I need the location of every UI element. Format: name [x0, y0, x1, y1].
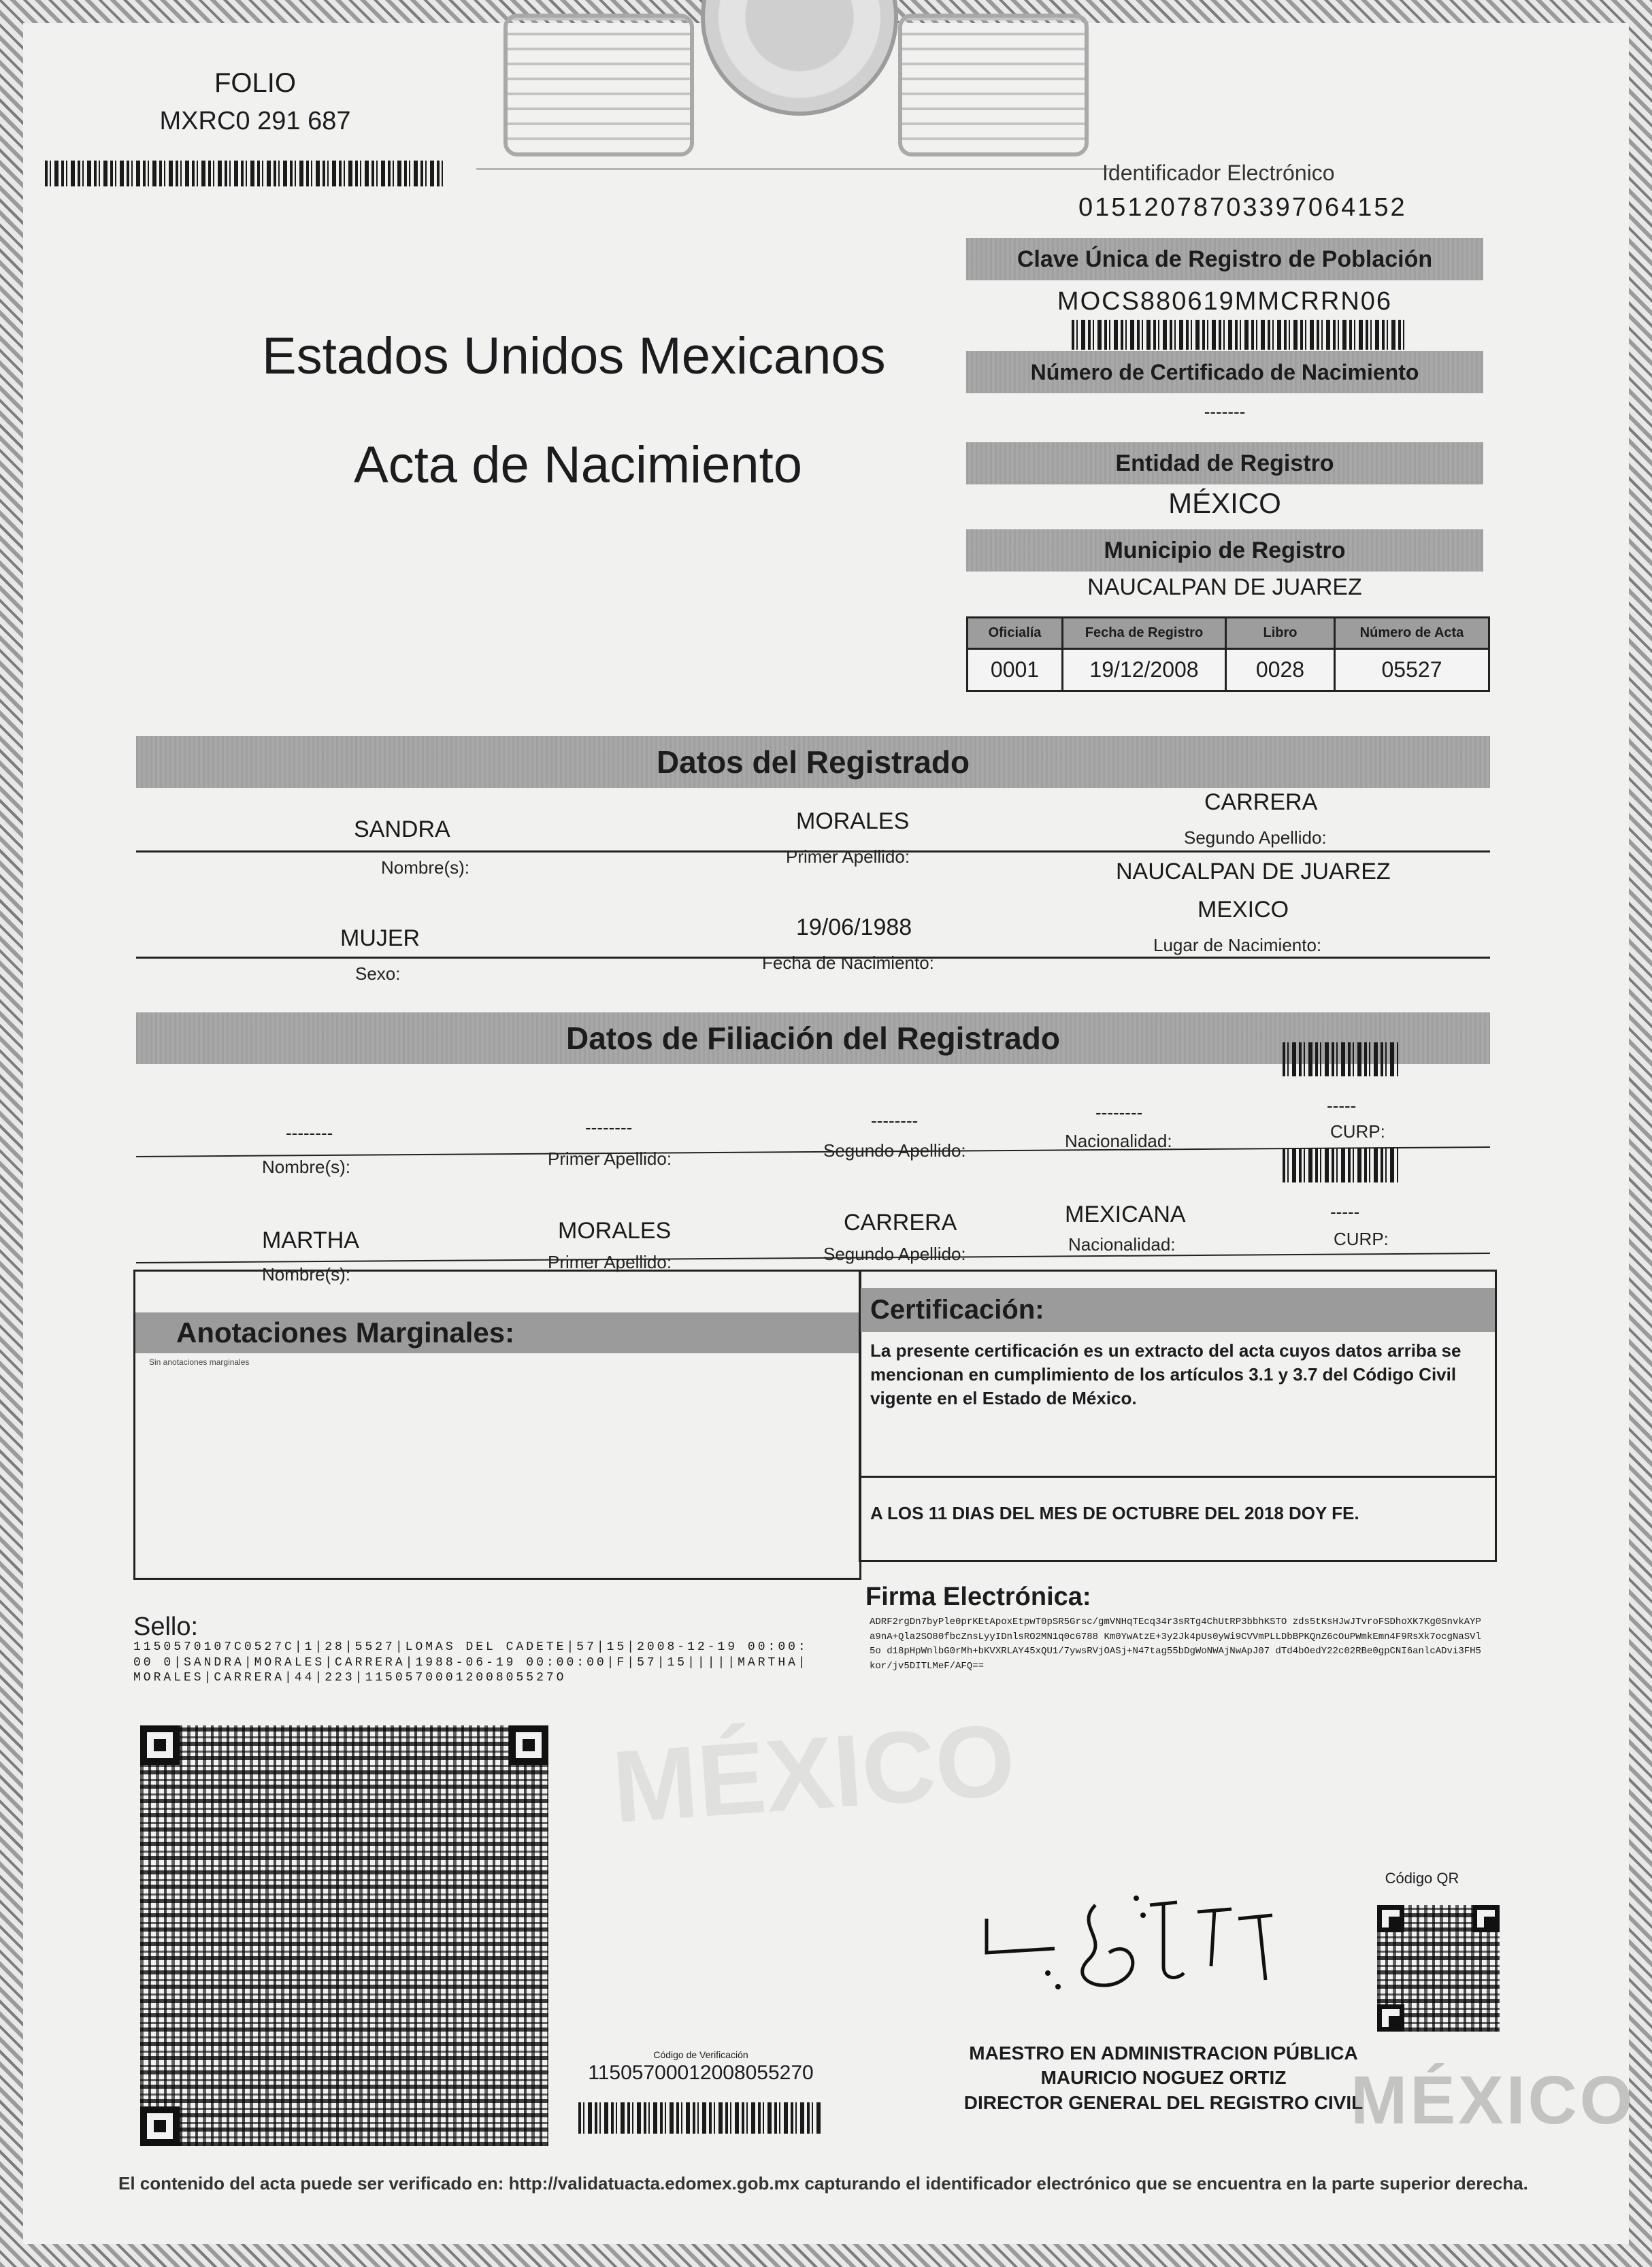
signatory-position: DIRECTOR GENERAL DEL REGISTRO CIVIL	[963, 2091, 1364, 2113]
birth-certificate-header: Número de Certificado de Nacimiento	[966, 351, 1483, 393]
verification-code-barcode	[578, 2102, 823, 2134]
registrant-sex: MUJER	[340, 925, 420, 951]
parent2-second-surname: CARRERA	[844, 1210, 957, 1236]
verification-code-label: Código de Verificación	[653, 2049, 748, 2060]
birth-place-line1: NAUCALPAN DE JUAREZ	[1116, 859, 1391, 884]
registrant-first-surname: MORALES	[796, 808, 910, 834]
seal-text: 1150570107C0527C|1|28|5527|LOMAS DEL CADETE|57|15|2008-12-19 00:00:00 0|SANDRA|MORALES|CARRERA|1988-06-19 00:00:00|F|57|15|||||MARTHA|MORALES|CARRERA|44|223|1150570001200805527O	[133, 1640, 808, 1685]
signatory-name: MAURICIO NOGUEZ ORTIZ	[1040, 2067, 1287, 2089]
registrant-section-header: Datos del Registrado	[136, 736, 1490, 788]
registry-office-value: 0001	[968, 649, 1063, 691]
registry-table	[966, 616, 1490, 692]
registry-book-value: 0028	[1226, 649, 1335, 691]
verification-footer: El contenido del acta puede ser verificado en: http://validatuacta.edomex.gob.mx capturando el identificador electrónico que se encuentra en la parte superior derecha.	[118, 2173, 1528, 2194]
parent2-name: MARTHA	[262, 1227, 359, 1253]
document-title: Acta de Nacimiento	[354, 436, 802, 494]
parent1-first-surname-label: Primer Apellido:	[548, 1148, 672, 1169]
parent2-second-surname-label: Segundo Apellido:	[823, 1244, 966, 1264]
annotations-title: Anotaciones Marginales:	[135, 1312, 859, 1353]
curp-header: Clave Única de Registro de Población	[966, 238, 1483, 280]
watermark-mexico-center: MÉXICO	[608, 1702, 1019, 1844]
parent1-name: --------	[286, 1123, 333, 1143]
birth-place-line2: MEXICO	[1197, 897, 1289, 923]
registrant-first-name: SANDRA	[354, 816, 450, 842]
national-seal-emblem	[476, 0, 1116, 170]
municipality-value: NAUCALPAN DE JUAREZ	[1087, 574, 1362, 600]
parent1-first-surname: --------	[585, 1117, 633, 1138]
entity-value: MÉXICO	[1168, 487, 1281, 519]
curp-barcode	[1072, 320, 1405, 350]
greca-ornament-right	[898, 14, 1089, 156]
parent1-second-surname-label: Segundo Apellido:	[823, 1140, 966, 1161]
registry-header-act-number: Número de Acta	[1335, 618, 1489, 649]
registry-header-book: Libro	[1226, 618, 1335, 649]
municipality-header: Municipio de Registro	[966, 529, 1483, 572]
registrant-second-surname: CARRERA	[1204, 789, 1318, 815]
certification-text: La presente certificación es un extracto del acta cuyos datos arriba se mencionan en cumplimiento de los artículos 3.1 y 3.7 del Código Civil vigente en el Estado de México.	[870, 1340, 1461, 1409]
signatory-title: MAESTRO EN ADMINISTRACION PÚBLICA	[969, 2042, 1358, 2064]
registry-header-office: Oficialía	[968, 618, 1063, 649]
birth-certificate-value: -------	[1204, 401, 1246, 422]
parent2-nationality-label: Nacionalidad:	[1068, 1234, 1176, 1255]
entity-header: Entidad de Registro	[966, 442, 1483, 484]
parent2-curp-label: CURP:	[1334, 1229, 1389, 1249]
parent1-nationality: --------	[1095, 1102, 1143, 1123]
birth-date-label: Fecha de Nacimiento:	[762, 953, 934, 973]
parent1-curp: -----	[1327, 1095, 1357, 1116]
certification-title: Certificación:	[861, 1288, 1495, 1332]
electronic-signature-label: Firma Electrónica:	[865, 1583, 1091, 1611]
certification-date-line: A LOS 11 DIAS DEL MES DE OCTUBRE DEL 2018 DOY FE.	[870, 1503, 1359, 1523]
folio-barcode	[45, 161, 445, 186]
parent1-curp-label: CURP:	[1330, 1121, 1385, 1142]
seal-label: Sello:	[133, 1612, 199, 1641]
annotations-content: Sin anotaciones marginales	[149, 1357, 250, 1367]
second-surname-label: Segundo Apellido:	[1184, 827, 1327, 848]
verification-qr-small	[1377, 1905, 1500, 2032]
annotations-panel	[133, 1270, 861, 1580]
parent1-name-label: Nombre(s):	[262, 1157, 351, 1177]
parent2-name-label: Nombre(s):	[262, 1264, 351, 1285]
electronic-id-value: 01512078703397064152	[1078, 193, 1407, 222]
parent1-nationality-label: Nacionalidad:	[1065, 1131, 1172, 1151]
handwritten-signature	[973, 1878, 1313, 2028]
first-surname-label: Primer Apellido:	[786, 846, 910, 867]
parent1-curp-barcode	[1283, 1148, 1398, 1182]
verification-code: 115057000120080552​70	[588, 2062, 814, 2084]
curp-value: MOCS880619MMCRRN06	[1057, 287, 1393, 316]
registry-date-value: 19/12/2008	[1063, 649, 1226, 691]
certification-panel	[859, 1270, 1497, 1562]
parent2-nationality: MEXICANA	[1065, 1202, 1186, 1227]
signatory-block	[925, 2041, 1402, 2115]
country-title: Estados Unidos Mexicanos	[262, 327, 886, 385]
first-name-label: Nombre(s):	[381, 857, 470, 878]
parent1-curp-barcode-top	[1283, 1042, 1398, 1076]
folio-block	[156, 68, 354, 136]
electronic-signature-text: ADRF2rgDn7byPle0prKEtApoxEtpwT0pSR5Grsc/gmVNHqTEcq34r3sRTg4ChUtRP3bbhKSTO zds5tKsHJwJTvroFSDhoXK7Kg0SnvkAYPa9nA+Qla2SO80fbcZnsLyyIDnlsRO2MN1q0c6788 Km0YwAtzE+3y2Jk4pUs0yWi9CVVmPLLDbBPKQnZ6cOuPWmkEmn4F9RsXk7ocgNaSVl5o d18pHpWnlbG0rMh+bKVXRLAY45xQU1/7ywsRVjOASj+N47tag55bDgWoNWAjNwApJ07 dTd4bOedY22c02RBe0gpCNI6anlcADvi3FH5kor/jv5DITLMeF/AFQ==	[870, 1617, 1481, 1672]
folio-label: FOLIO	[214, 68, 297, 98]
parent2-curp: -----	[1330, 1202, 1360, 1222]
verification-qr-large	[140, 1725, 548, 2146]
parent1-second-surname: --------	[871, 1110, 919, 1131]
folio-number: MXRC0 291 687	[159, 107, 351, 135]
parent2-first-surname-label: Primer Apellido:	[548, 1252, 672, 1272]
qr-code-label: Código QR	[1385, 1870, 1459, 1887]
greca-ornament-left	[503, 14, 694, 156]
sex-label: Sexo:	[355, 963, 401, 984]
registry-act-number-value: 05527	[1335, 649, 1489, 691]
birth-place-label: Lugar de Nacimiento:	[1153, 935, 1322, 955]
watermark-mexico-corner: MÉXICO	[1351, 2062, 1636, 2138]
registry-header-date: Fecha de Registro	[1063, 618, 1226, 649]
electronic-id-label: Identificador Electrónico	[1102, 161, 1335, 185]
parent2-first-surname: MORALES	[558, 1218, 672, 1244]
filiation-section-header: Datos de Filiación del Registrado	[136, 1012, 1490, 1064]
coat-of-arms-seal	[701, 0, 898, 116]
registrant-birth-date: 19/06/1988	[796, 914, 912, 940]
